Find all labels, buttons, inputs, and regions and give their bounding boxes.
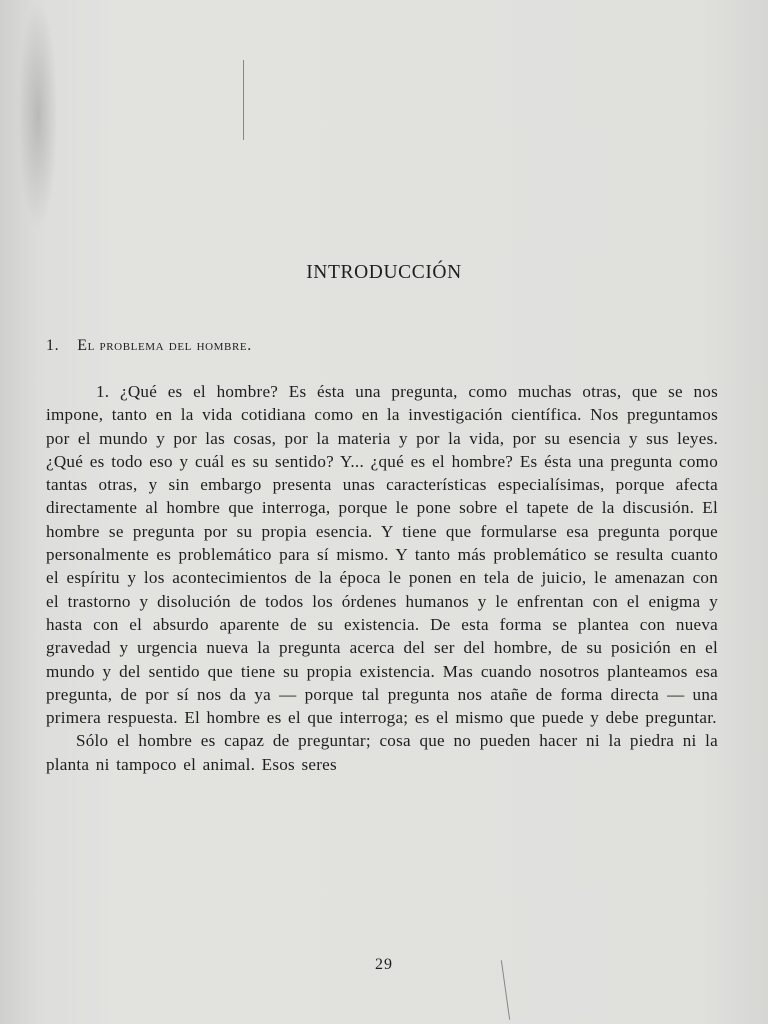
pencil-mark bbox=[243, 60, 244, 140]
page-number: 29 bbox=[375, 956, 393, 973]
paragraph: Sólo el hombre es capaz de preguntar; cosa que no pueden hacer ni la piedra ni la planta ni tampoco el animal. Esos seres bbox=[46, 731, 718, 774]
chapter-heading: INTRODUCCIÓN bbox=[306, 262, 462, 283]
body-text bbox=[46, 380, 718, 776]
section-number: 1. bbox=[46, 337, 60, 354]
section-title-text: El problema del hombre. bbox=[77, 337, 252, 354]
paragraph: 1. ¿Qué es el hombre? Es ésta una pregunta, como muchas otras, que se nos impone, tanto en la vida cotidiana como en la investigación científica. Nos preguntamos por el mundo y por las cosas, por la materia y por la vida, por su esencia y sus leyes. ¿Qué es todo eso y cuál es su sentido? Y... ¿qué es el hombre? Es ésta una pregunta como tantas otras, y sin embargo presenta unas características especialísimas, porque afecta directamente al hombre que interroga, porque le pone sobre el tapete de la discusión. El hombre se pregunta por su propia esencia. Y tiene que formularse esa pregunta porque personalmente es problemático para sí mismo. Y tanto más problemático se resulta cuanto el espíritu y los acontecimientos de la época le ponen en tela de juicio, le amenazan con el trastorno y disolución de todos los órdenes humanos y le enfrentan con el enigma y hasta con el absurdo aparente de su existencia. De esta forma se plantea con nueva gravedad y urgencia nueva la pregunta acerca del ser del hombre, de su posición en el mundo y del sentido que tiene su propia existencia. Mas cuando nosotros planteamos esa pregunta, de por sí nos da ya — porque tal pregunta nos atañe de forma directa — una primera respuesta. El hombre es el que interroga; es el mismo que puede y debe preguntar. bbox=[46, 382, 718, 728]
section-title bbox=[46, 337, 252, 355]
